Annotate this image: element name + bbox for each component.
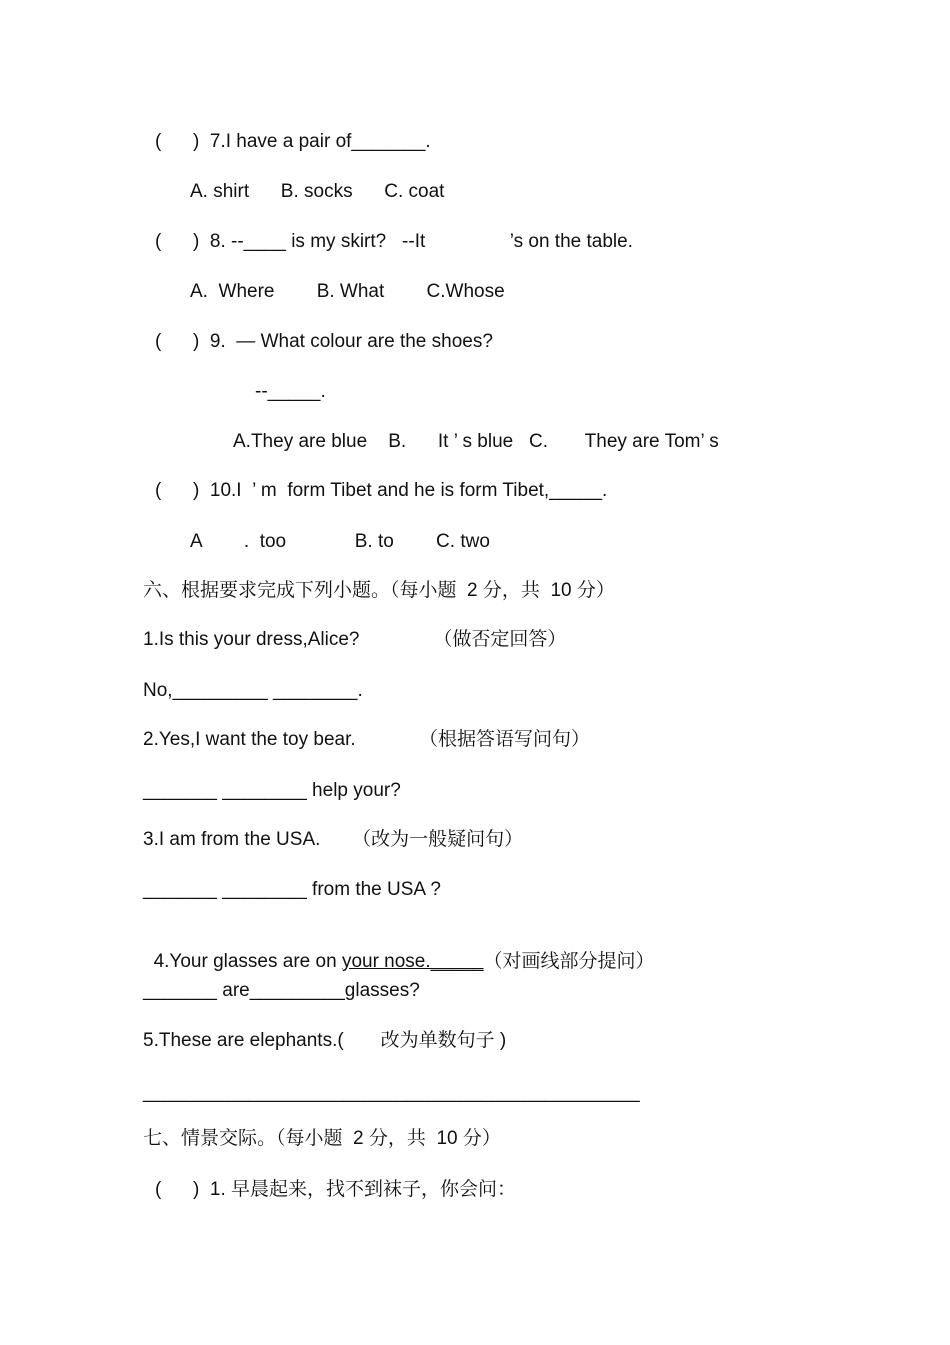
s6-q5: 5.These are elephants.( 改为单数句子 )	[143, 1030, 507, 1051]
s6-q2: 2.Yes,I want the toy bear. （根据答语写问句）	[143, 729, 591, 750]
s6-q3-answer: _______ ________ from the USA ?	[143, 879, 441, 900]
s6-q5-answer-line: _______________________________________________	[143, 1082, 640, 1103]
q7-line: ( ) 7.I have a pair of_______.	[155, 131, 431, 152]
s6-q3: 3.I am from the USA. （改为一般疑问句）	[143, 829, 524, 850]
q8-line: ( ) 8. --____ is my skirt? --It ’s on the table.	[155, 231, 633, 252]
q10-options: A . too B. to C. two	[190, 531, 490, 552]
s6-q4-underlined: your nose._____	[341, 951, 484, 972]
s6-q1-answer: No,_________ ________.	[143, 680, 363, 701]
section-7-heading: 七、情景交际。（每小题 2 分，共 10 分）	[143, 1128, 501, 1149]
q10-line: ( ) 10.I ’ m form Tibet and he is form Tibet,_____.	[155, 480, 608, 501]
s6-q4-answer: _______ are_________glasses?	[143, 980, 420, 1001]
q9-answer-blank: --_____.	[255, 381, 326, 402]
s6-q1: 1.Is this your dress,Alice? （做否定回答）	[143, 629, 567, 650]
s7-q1: ( ) 1. 早晨起来，找不到袜子，你会问：	[155, 1179, 517, 1200]
q9-line: ( ) 9. — What colour are the shoes?	[155, 331, 493, 352]
s6-q4-text: 4.Your glasses are on	[153, 951, 342, 972]
section-6-heading: 六、根据要求完成下列小题。（每小题 2 分，共 10 分）	[143, 580, 615, 601]
s6-q2-answer: _______ ________ help your?	[143, 780, 401, 801]
q8-options: A. Where B. What C.Whose	[190, 281, 505, 302]
s6-q4-instruction: （对画线部分提问）	[483, 951, 655, 972]
q9-options: A.They are blue B. It ’ s blue C. They are Tom’ s	[233, 431, 719, 452]
s6-q4	[143, 929, 655, 973]
q7-options: A. shirt B. socks C. coat	[190, 181, 445, 202]
